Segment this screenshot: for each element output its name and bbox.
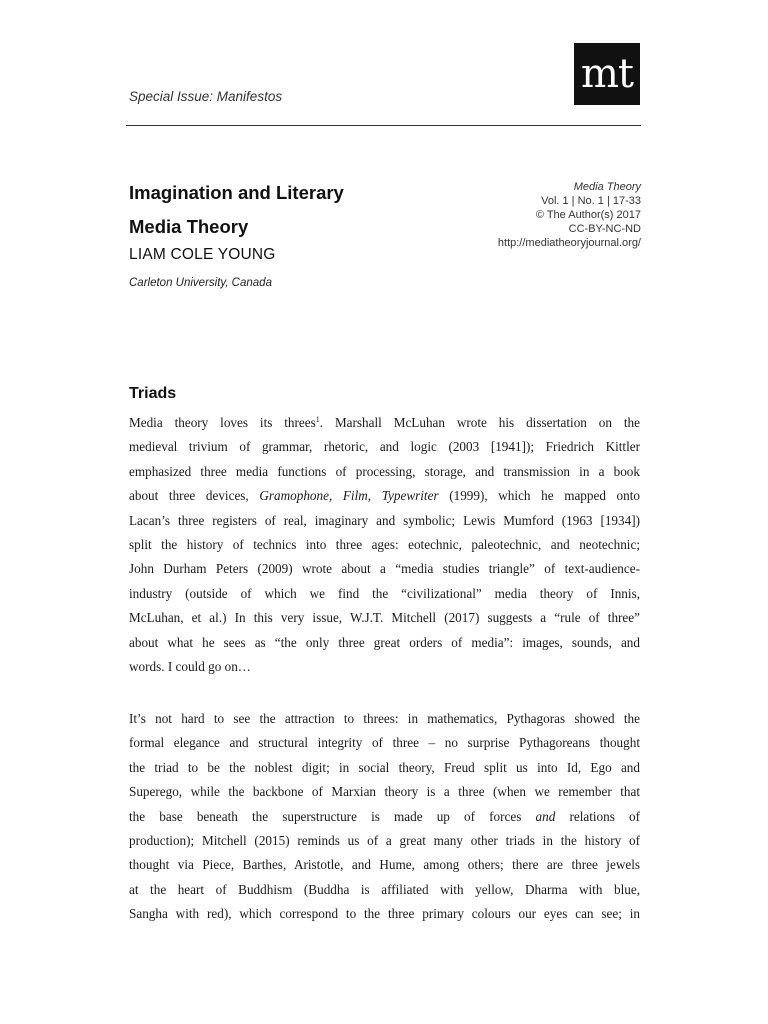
text-line: Superego, while the backbone of Marxian theory is a three (when we remember that — [129, 784, 640, 800]
text-line: It’s not hard to see the attraction to threes: in mathematics, Pythagoras showed the — [129, 711, 640, 726]
body-paragraph-2 — [129, 707, 640, 927]
footnote-marker[interactable]: 1 — [315, 415, 320, 424]
publication-metadata — [381, 180, 641, 250]
text-line: Lacan’s three registers of real, imaginary and symbolic; Lewis Mumford (1963 [1934]) — [129, 512, 640, 528]
body-paragraph-1 — [129, 411, 640, 679]
text-line: Media theory loves its threes$^1$. Marshall McLuhan wrote his dissertation on the — [129, 415, 640, 430]
book-title: Gramophone, Film, Typewriter — [259, 488, 439, 504]
license-label: CC-BY-NC-ND — [568, 223, 641, 235]
article-title-line-1: Imagination and Literary — [129, 182, 344, 203]
text-line: industry (outside of which we find the “civilizational” media theory of Innis, — [129, 585, 640, 601]
text-line: Sangha with red), which correspond to the three primary colours our eyes can see; in — [129, 906, 640, 922]
text-line: the base beneath the superstructure is made up of forces and relations of — [129, 808, 640, 824]
text-line: split the history of technics into three ages: eotechnic, paleotechnic, and neotechnic; — [129, 536, 640, 552]
text-line: medieval trivium of grammar, rhetoric, and logic (2003 [1941]); Friedrich Kittler — [129, 439, 640, 455]
article-title-line-2: Media Theory — [129, 216, 249, 237]
journal-url[interactable]: http://mediatheoryjournal.org/ — [497, 237, 641, 249]
volume-info: Vol. 1 | No. 1 | 17-33 — [541, 195, 641, 207]
copyright-notice: © The Author(s) 2017 — [535, 209, 641, 221]
emphasis: and — [535, 808, 556, 824]
text-line: formal elegance and structural integrity of three – no surprise Pythagoreans thought — [129, 735, 640, 751]
text-line: the triad to be the noblest digit; in social theory, Freud split us into Id, Ego and — [129, 759, 640, 775]
text-line: McLuhan, et al.) In this very issue, W.J.T. Mitchell (2017) suggests a “rule of three” — [129, 610, 640, 626]
author-affiliation: Carleton University, Canada — [129, 277, 272, 289]
author-name: LIAM COLE YOUNG — [129, 246, 276, 263]
text-line: John Durham Peters (2009) wrote about a “media studies triangle” of text-audience- — [129, 561, 640, 577]
text-line: about what he sees as “the only three great orders of media”: images, sounds, and — [129, 634, 640, 650]
text-line: emphasized three media functions of processing, storage, and transmission in a book — [129, 463, 640, 479]
text-line: production); Mitchell (2015) reminds us of a great many other triads in the history of — [129, 832, 640, 848]
journal-logo: mt — [574, 43, 640, 105]
text-line: at the heart of Buddhism (Buddha is affiliated with yellow, Dharma with blue, — [129, 881, 640, 897]
special-issue-label: Special Issue: Manifestos — [129, 89, 283, 104]
text-line: about three devices, Gramophone, Film, Typewriter (1999), which he mapped onto — [129, 488, 640, 504]
text-line: words. I could go on… — [129, 658, 251, 674]
section-heading: Triads — [129, 385, 177, 402]
journal-name: Media Theory — [573, 181, 641, 193]
header-divider — [126, 125, 641, 126]
text-line: thought via Piece, Barthes, Aristotle, and Hume, among others; there are three jewels — [129, 857, 640, 873]
